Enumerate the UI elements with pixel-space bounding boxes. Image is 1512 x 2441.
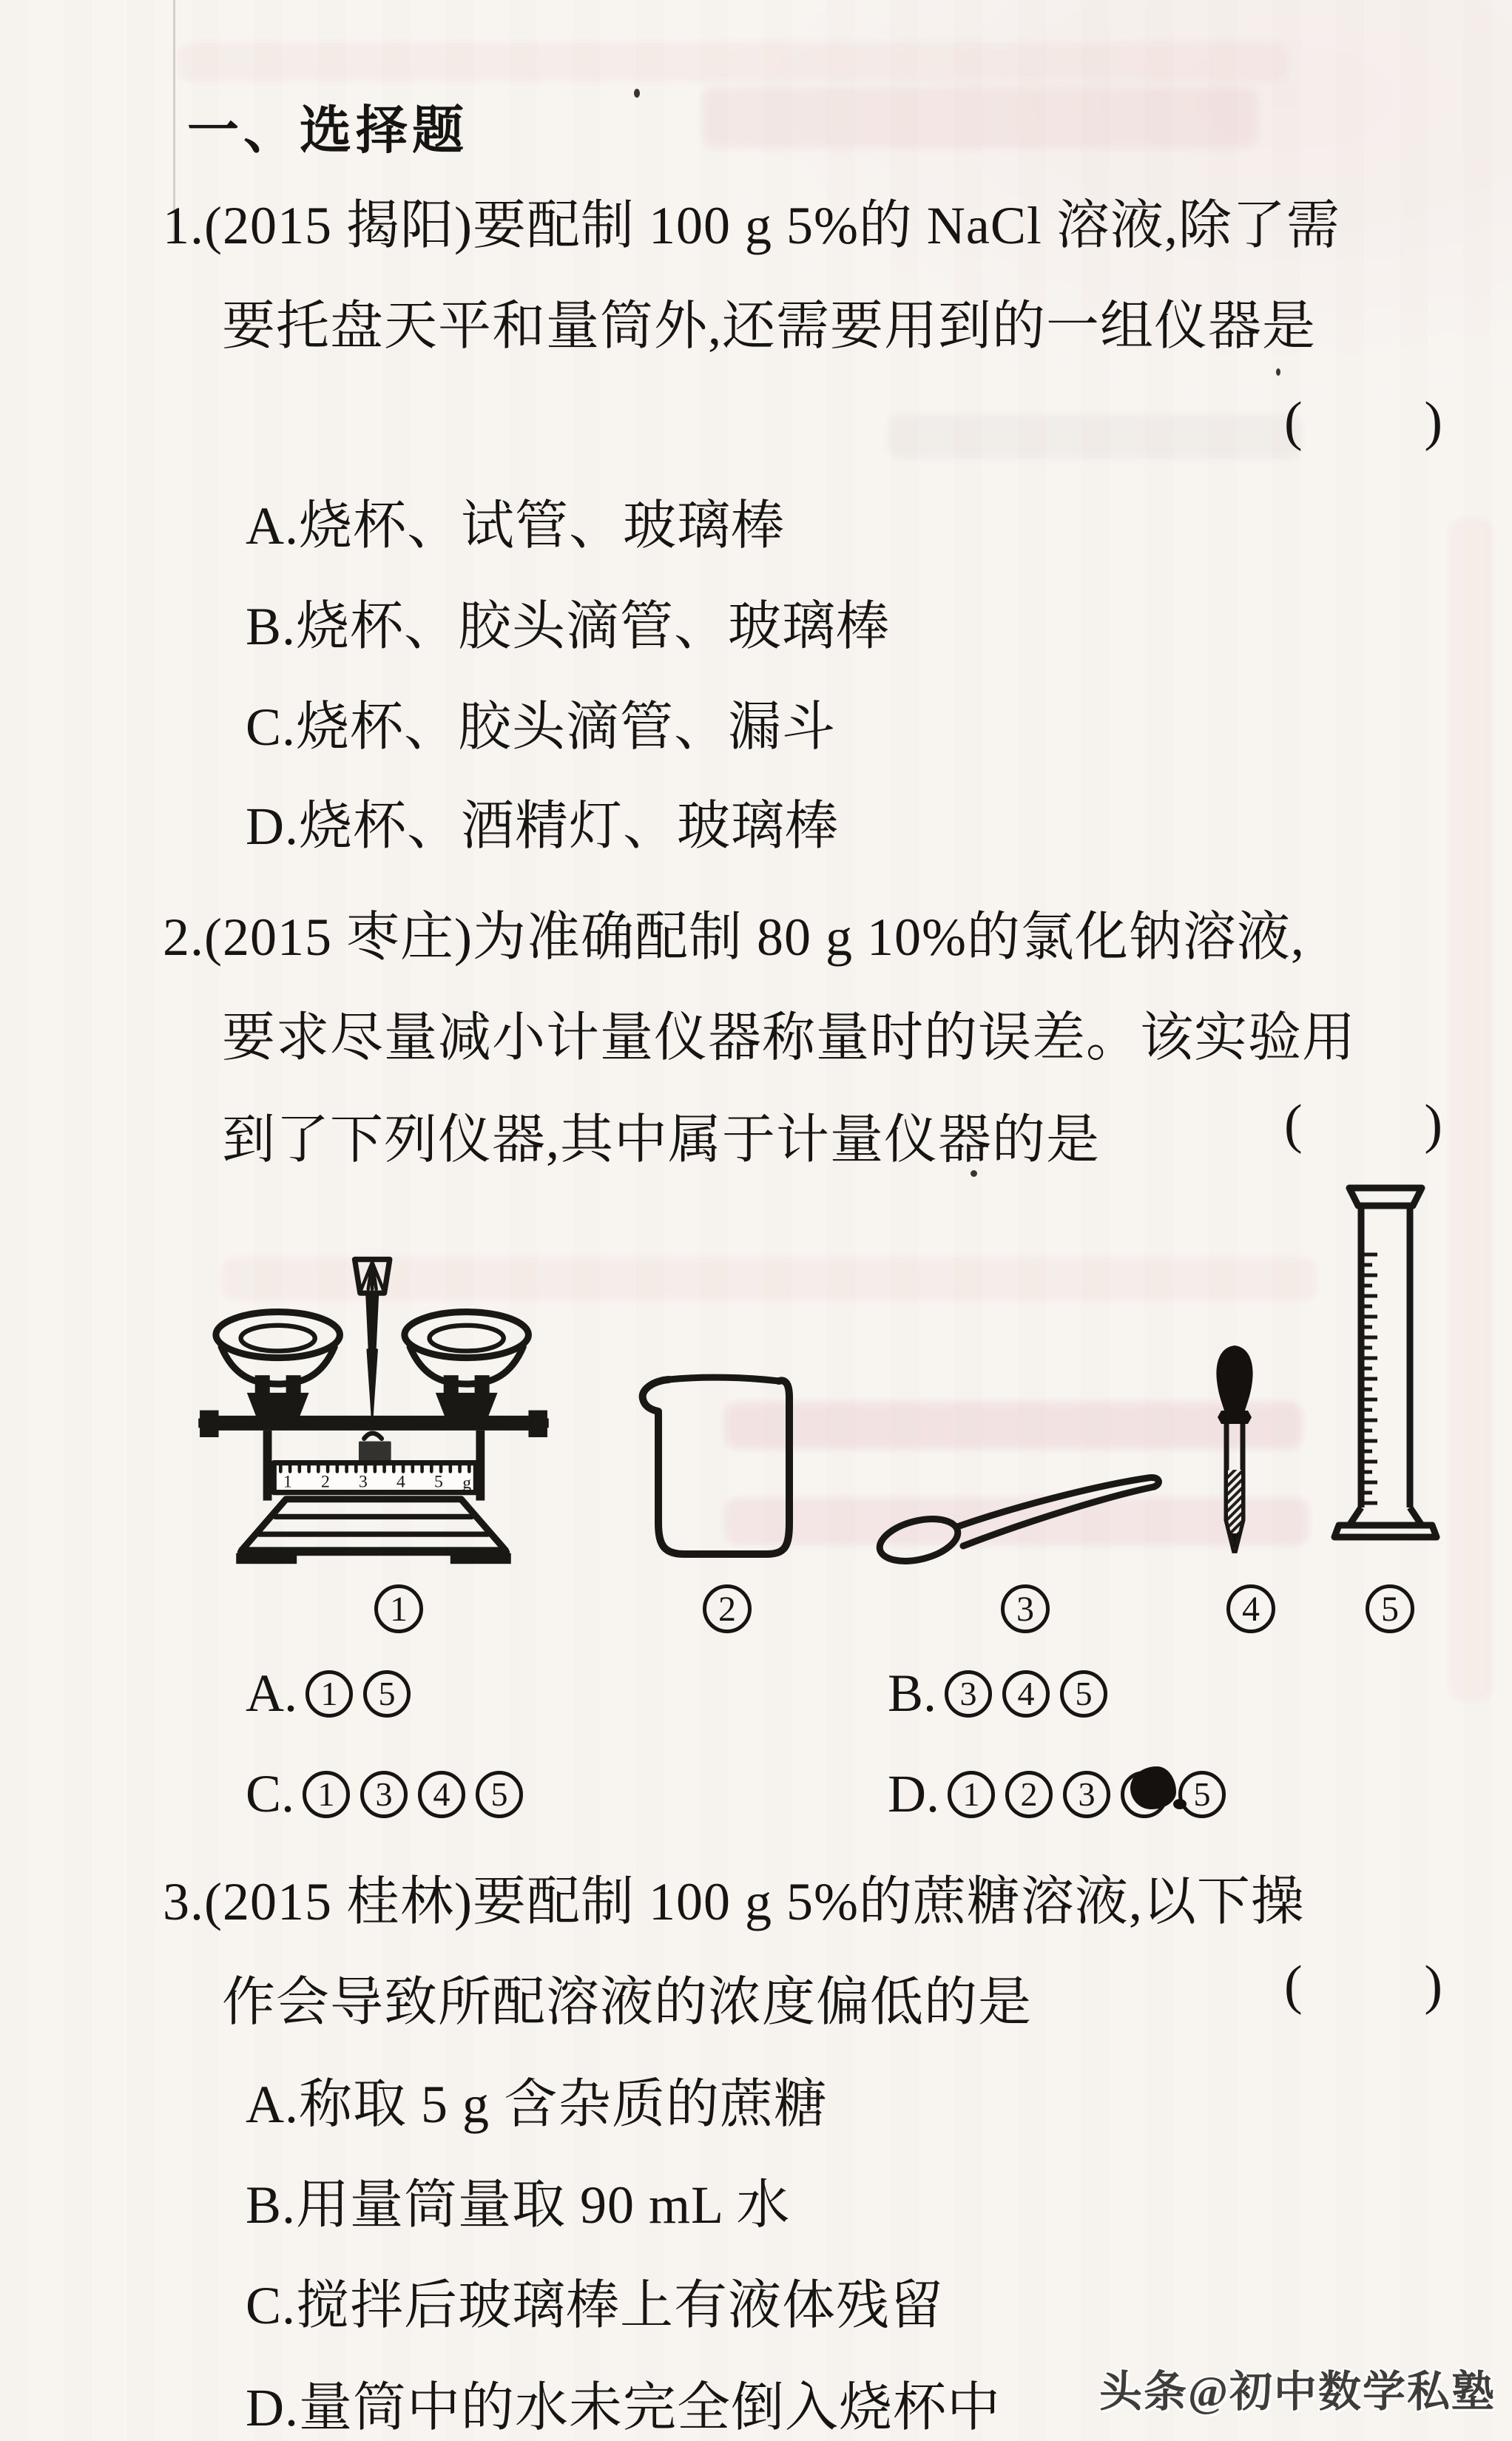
- paren-open: (: [1284, 391, 1303, 452]
- circled-digit: 5: [363, 1670, 411, 1718]
- figure-label-4: 4: [1226, 1584, 1275, 1633]
- q1-option-b: B.烧杯、胶头滴管、玻璃棒: [246, 597, 891, 656]
- option-letter: B.: [888, 1664, 937, 1723]
- ink-blot: [1130, 1766, 1176, 1809]
- ink-speck: [1276, 368, 1280, 376]
- circled-digit: 1: [948, 1771, 995, 1818]
- circled-digit: 1: [303, 1771, 350, 1818]
- option-letter: C.: [246, 1764, 295, 1823]
- dropper-figure: [1201, 1343, 1268, 1564]
- q3-option-c: C.搅拌后玻璃棒上有液体残留: [246, 2276, 945, 2335]
- q1-option-d: D.烧杯、酒精灯、玻璃棒: [246, 797, 839, 856]
- circled-digit: 1: [306, 1670, 353, 1718]
- bleedthrough-band: [1448, 518, 1493, 1701]
- beaker-drawing: [643, 1377, 789, 1554]
- q2-answer-bracket: [1284, 1093, 1442, 1156]
- dropper-drawing: [1216, 1346, 1252, 1553]
- figure-label-1: 1: [374, 1584, 423, 1633]
- circled-digit: 2: [1005, 1771, 1053, 1818]
- q2-option-a: [246, 1663, 416, 1724]
- q1-line1: 1.(2015 揭阳)要配制 100 g 5%的 NaCl 溶液,除了需: [163, 196, 1340, 255]
- bleedthrough-band: [178, 43, 1287, 81]
- paren-close: ): [1424, 1094, 1442, 1155]
- q3-line1: 3.(2015 桂林)要配制 100 g 5%的蔗糖溶液,以下操: [163, 1872, 1305, 1931]
- balance-scale-number: 2: [320, 1472, 330, 1492]
- q1-option-c: C.烧杯、胶头滴管、漏斗: [246, 698, 837, 757]
- graduated-cylinder-figure: [1330, 1184, 1441, 1564]
- circled-digit: 3: [360, 1771, 408, 1818]
- q1-line2: 要托盘天平和量筒外,还需要用到的一组仪器是: [222, 297, 1317, 356]
- spoon-figure: [873, 1471, 1165, 1565]
- circled-digit: 3: [945, 1670, 992, 1718]
- q3-option-a: A.称取 5 g 含杂质的蔗糖: [246, 2075, 828, 2134]
- circled-digit: 5: [1178, 1771, 1226, 1818]
- balance-figure: [181, 1249, 566, 1565]
- figure-label-3: 3: [1001, 1584, 1050, 1633]
- q3-option-b: B.用量筒量取 90 mL 水: [246, 2175, 791, 2235]
- circled-digit: 4: [1002, 1670, 1050, 1718]
- circled-digit: 3: [1063, 1771, 1110, 1818]
- balance-scale-number: 3: [358, 1472, 368, 1492]
- bleedthrough-band: [703, 87, 1258, 148]
- balance-scale-number: 5: [433, 1472, 443, 1492]
- q2-option-d: [888, 1763, 1231, 1825]
- q2-line1: 2.(2015 枣庄)为准确配制 80 g 10%的氯化钠溶液,: [163, 908, 1305, 967]
- option-letter: D.: [888, 1764, 939, 1823]
- bleedthrough-band: [888, 414, 1302, 459]
- circled-digit: 5: [1060, 1670, 1107, 1718]
- section-heading: 一、选择题: [187, 103, 468, 160]
- q1-option-a: A.烧杯、试管、玻璃棒: [246, 496, 785, 556]
- cylinder-drawing: [1334, 1188, 1437, 1537]
- paren-open: (: [1284, 1955, 1303, 2016]
- paren-close: ): [1424, 391, 1442, 452]
- beaker-figure: [630, 1371, 815, 1564]
- q3-answer-bracket: [1284, 1954, 1442, 2017]
- ink-speck: [634, 89, 640, 98]
- balance-scale-number: 4: [396, 1472, 405, 1492]
- q3-line2: 作会导致所配溶液的浓度偏低的是: [222, 1973, 1033, 2032]
- ink-blot-speck: [1173, 1799, 1187, 1809]
- q2-line3: 到了下列仪器,其中属于计量仪器的是: [222, 1110, 1101, 1169]
- q2-option-c: [246, 1763, 528, 1825]
- q3-option-d: D.量筒中的水未完全倒入烧杯中: [246, 2378, 1001, 2437]
- figure-label-2: 2: [703, 1584, 752, 1633]
- spoon-drawing: [875, 1477, 1158, 1565]
- circled-digit: 4: [418, 1771, 465, 1818]
- option-letter: A.: [246, 1664, 297, 1723]
- q1-answer-bracket: [1284, 391, 1442, 453]
- circled-digit: 5: [476, 1771, 523, 1818]
- balance-scale-unit: g: [462, 1473, 472, 1493]
- figure-label-5: 5: [1366, 1584, 1414, 1633]
- balance-scale-number: 1: [283, 1472, 292, 1492]
- q2-option-b: [888, 1663, 1113, 1724]
- paren-close: ): [1424, 1955, 1442, 2016]
- paren-open: (: [1284, 1094, 1303, 1155]
- q2-line2: 要求尽量减小计量仪器称量时的误差。该实验用: [222, 1008, 1357, 1067]
- balance-drawing: [198, 1260, 549, 1564]
- watermark: 头条@初中数学私塾: [1099, 2368, 1496, 2416]
